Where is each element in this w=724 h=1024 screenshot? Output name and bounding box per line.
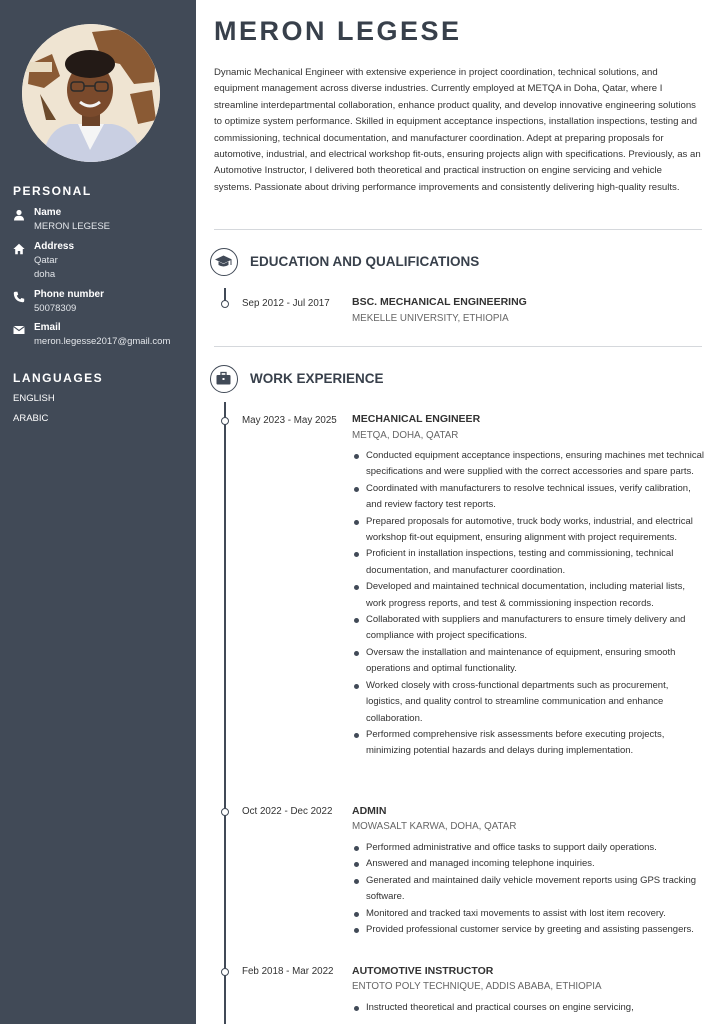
profile-photo: [22, 24, 160, 162]
sidebar: [0, 0, 196, 1024]
main-content: [196, 0, 724, 1024]
phone-label: Phone number: [34, 289, 105, 300]
timeline-dot: [221, 417, 229, 425]
list-item: Answered and managed incoming telephone inquiries.: [352, 856, 706, 872]
language-item: ARABIC: [13, 413, 49, 424]
job-company: ENTOTO POLY TECHNIQUE, ADDIS ABABA, ETHIOPIA: [352, 981, 602, 992]
list-item: Developed and maintained technical documentation, including material lists, work progress reports, and test & commissioning inspection records.: [352, 579, 706, 612]
job-dates: Feb 2018 - Mar 2022: [242, 966, 334, 977]
job-dates: Oct 2022 - Dec 2022: [242, 806, 333, 817]
envelope-icon: [13, 324, 25, 336]
job-title: MECHANICAL ENGINEER: [352, 413, 481, 425]
education-heading: EDUCATION AND QUALIFICATIONS: [250, 254, 480, 269]
list-item: Monitored and tracked taxi movements to assist with lost item recovery.: [352, 906, 706, 922]
phone-value: 50078309: [34, 303, 77, 314]
name-value: MERON LEGESE: [34, 221, 111, 232]
email-label: Email: [34, 322, 61, 333]
divider: [214, 346, 702, 347]
education-institution: MEKELLE UNIVERSITY, ETHIOPIA: [352, 313, 509, 324]
timeline-line: [224, 402, 226, 1024]
job-dates: May 2023 - May 2025: [242, 415, 337, 426]
name-label: Name: [34, 207, 62, 218]
page-title: MERON LEGESE: [214, 16, 462, 46]
languages-heading: LANGUAGES: [13, 371, 104, 385]
job-company: MOWASALT KARWA, DOHA, QATAR: [352, 821, 517, 832]
list-item: Coordinated with manufacturers to resolve technical issues, verify calibration, and review factory test reports.: [352, 481, 706, 514]
timeline-dot: [221, 808, 229, 816]
graduation-cap-icon: [210, 248, 238, 276]
job-duties: [352, 1000, 706, 1016]
address-line-1: Qatar: [34, 255, 58, 266]
job-duties: [352, 448, 706, 760]
list-item: Generated and maintained daily vehicle movement reports using GPS tracking software.: [352, 873, 706, 906]
job-title: AUTOMOTIVE INSTRUCTOR: [352, 965, 494, 977]
address-line-2: doha: [34, 269, 56, 280]
list-item: Proficient in installation inspections, testing and commissioning, technical documentation, and manufacturer coordination.: [352, 546, 706, 579]
list-item: Instructed theoretical and practical courses on engine servicing,: [352, 1000, 706, 1016]
language-item: ENGLISH: [13, 393, 55, 404]
list-item: Provided professional customer service by greeting and assisting passengers.: [352, 922, 706, 938]
list-item: Oversaw the installation and maintenance of equipment, ensuring smooth operations and optimal functionality.: [352, 645, 706, 678]
list-item: Performed comprehensive risk assessments before executing projects, minimizing potential hazards and delays during implementation.: [352, 727, 706, 760]
education-dates: Sep 2012 - Jul 2017: [242, 298, 330, 309]
divider: [214, 229, 702, 230]
phone-icon: [13, 291, 25, 303]
work-heading: WORK EXPERIENCE: [250, 371, 384, 386]
education-degree: BSC. MECHANICAL ENGINEERING: [352, 296, 527, 308]
list-item: Prepared proposals for automotive, truck body works, industrial, and electrical workshop fit-out equipment, ensuring alignment with project requirements.: [352, 514, 706, 547]
list-item: Worked closely with cross-functional departments such as procurement, logistics, and quality control to streamline communication and enhance collaboration.: [352, 678, 706, 727]
home-icon: [13, 243, 25, 255]
user-icon: [13, 209, 25, 221]
job-duties: [352, 840, 706, 938]
list-item: Collaborated with suppliers and manufacturers to ensure timely delivery and compliance with project specifications.: [352, 612, 706, 645]
timeline-dot: [221, 968, 229, 976]
address-label: Address: [34, 241, 75, 252]
personal-heading: PERSONAL: [13, 184, 92, 198]
briefcase-icon: [210, 365, 238, 393]
list-item: Conducted equipment acceptance inspections, ensuring machines met technical specifications and were supplied with the correct accessories and spare parts.: [352, 448, 706, 481]
profile-summary: Dynamic Mechanical Engineer with extensive experience in project coordination, technical solutions, and equipment management across diverse industries. Currently employed at METQA in Doha, Qatar, where I streamline interdepartmental collaboration, enhance product quality, and develop innovative engineering solutions to optimize system performance. Skilled in equipment acceptance inspections, installation inspections, testing and commissioning, technical documentation, and manufacturer coordination. Adept at preparing proposals for automotive, industrial, and electrical workshop fit-outs, ensuring projects align with specifications. Previously, as an Automotive Instructor, I delivered both theoretical and practical instruction on engine servicing and vehicle systems. Passionate about driving performance improvements and consistently delivering high-quality results.: [214, 67, 701, 193]
email-value[interactable]: meron.legesse2017@gmail.com: [34, 336, 171, 347]
timeline-dot: [221, 300, 229, 308]
list-item: Performed administrative and office tasks to support daily operations.: [352, 840, 706, 856]
job-title: ADMIN: [352, 805, 387, 817]
job-company: METQA, DOHA, QATAR: [352, 430, 459, 441]
